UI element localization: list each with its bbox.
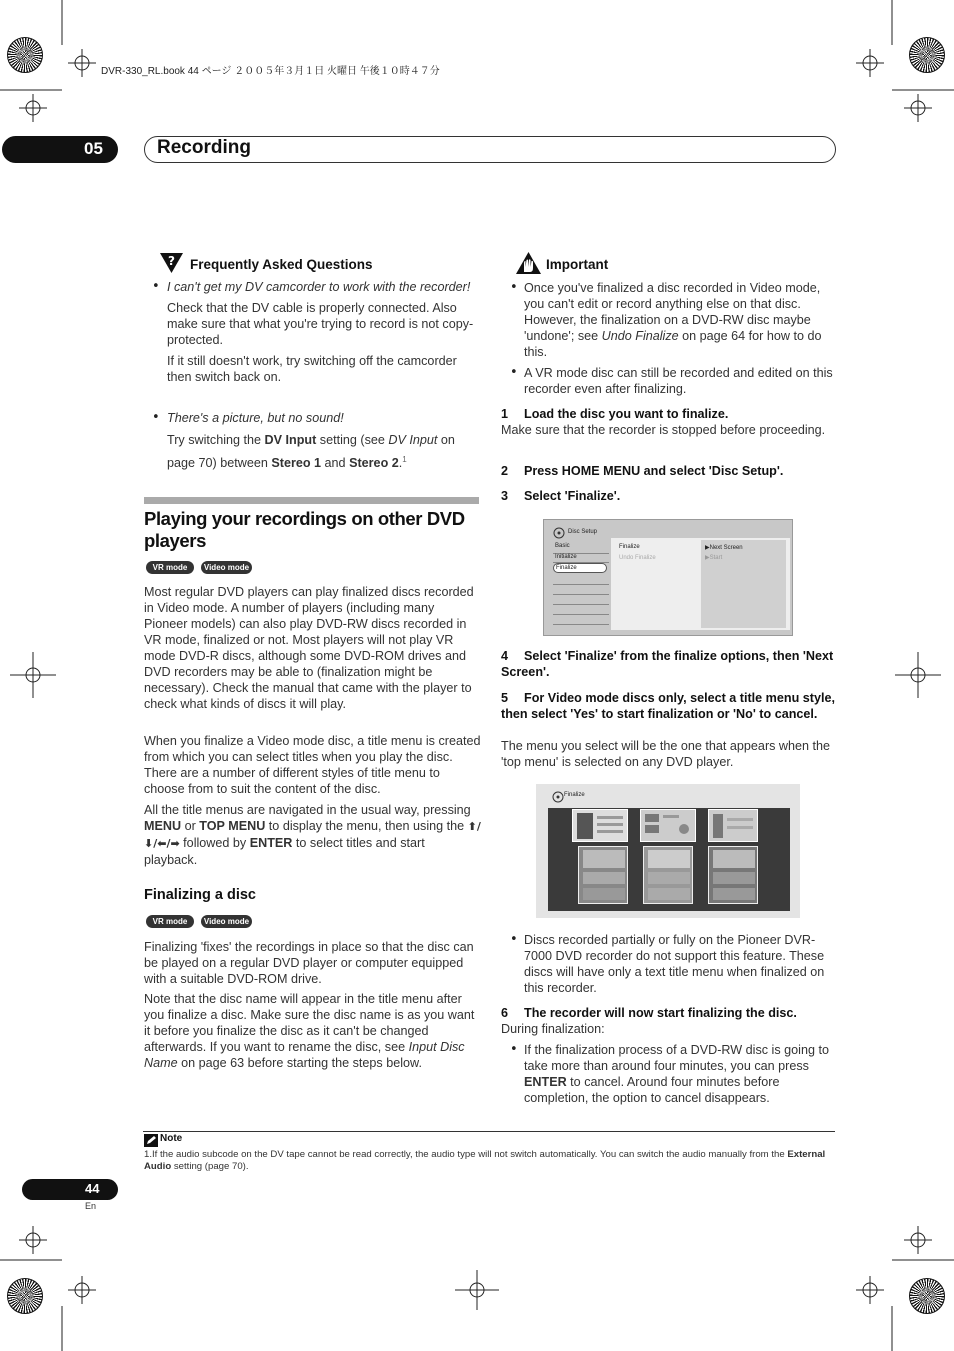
important-item-2: A VR mode disc can still be recorded and edited on this recorder even after finalizing. <box>524 366 833 396</box>
faq-answer-2: Try switching the DV Input setting (see DV Input on page 70) between Stereo 1 and Stereo 2.$^1$ <box>167 433 455 471</box>
important-icon <box>515 251 542 275</box>
menu-style-2[interactable] <box>640 809 696 842</box>
faq-bullet-1: • <box>152 279 160 294</box>
finalizing-paragraph-1: Finalizing 'fixes' the recordings in place so that the disc can be played on a regular DVD player or computer equipped with a suitable DVD-ROM drive. <box>144 940 474 986</box>
step-5: 5 For Video mode discs only, select a title menu style, then select 'Yes' to start finalization or 'No' to cancel. <box>501 691 835 721</box>
section-title: Playing your recordings on other DVD players <box>144 508 465 551</box>
step-6-note: If the finalization process of a DVD-RW disc is going to take more than around four minutes, you can press ENTER to cancel. Around four minutes before completion, the option to cancel disappears. <box>524 1043 829 1105</box>
option-finalize[interactable]: Finalize <box>619 544 640 550</box>
faq-heading: Frequently Asked Questions <box>190 257 373 272</box>
faq-question-2: There's a picture, but no sound! <box>167 411 344 425</box>
faq-icon <box>158 251 185 275</box>
menu-item-basic[interactable]: Basic <box>555 543 570 549</box>
action-next-screen[interactable]: ▶Next Screen <box>705 545 743 551</box>
finalizing-paragraph-2: Note that the disc name will appear in the title menu after you finalize a disc. Make sure the disc name is as you want it before you finalize the disc as it can't be changed afterwards. If you want to rename the disc, see Input Disc Name on page 63 before starting the steps below. <box>144 992 475 1070</box>
step-3: 3 Select 'Finalize'. <box>501 489 621 503</box>
menu-style-4[interactable] <box>578 846 628 904</box>
step-2: 2 Press HOME MENU and select 'Disc Setup'. <box>501 464 784 478</box>
important-bullet-1: • <box>510 280 518 295</box>
chapter-title: Recording <box>157 137 251 158</box>
note-text: 1.If the audio subcode on the DV tape cannot be read correctly, the audio type will not switch automatically. You can switch the audio manually from the External Audio setting (page 70). <box>144 1149 826 1172</box>
finalizing-heading: Finalizing a disc <box>144 887 256 903</box>
disc-setup-menu <box>553 543 609 631</box>
finalize-options-panel <box>611 538 790 630</box>
language-code: En <box>85 1201 97 1211</box>
step-6-body: During finalization: <box>501 1022 605 1036</box>
badge-vr-mode: VR mode <box>146 561 194 574</box>
step-6-bullet: • <box>510 1042 518 1057</box>
badge-video-mode: Video mode <box>201 561 252 574</box>
step-1: 1 Load the disc you want to finalize. <box>501 407 729 421</box>
finalize-styles-screenshot <box>536 784 800 918</box>
menu-item-finalize[interactable]: Finalize <box>553 563 607 573</box>
badge-video-mode-2: Video mode <box>201 915 252 928</box>
important-item-1: Once you've finalized a disc recorded in Video mode, you can't edit or record anything else on that disc. However, the finalization on a DVD-RW disc maybe 'undone'; see Undo Finalize on page 64 for how to do this. <box>524 281 822 359</box>
print-header: DVR-330_RL.book 44 ページ ２００５年３月１日 火曜日 午後１０時４７分 <box>101 66 440 77</box>
section-rule <box>144 497 479 504</box>
step-6: 6 The recorder will now start finalizing the disc. <box>501 1006 797 1020</box>
section-paragraph-2: When you finalize a Video mode disc, a title menu is created from which you can select titles when you play the disc. There are a number of different styles of title menu to choose from to suit the content of the disc. <box>144 734 481 796</box>
menu-style-3[interactable] <box>708 809 758 842</box>
faq-question-1: I can't get my DV camcorder to work with the recorder! <box>167 280 471 294</box>
disc-setup-icon <box>553 527 565 539</box>
menu-item-initialize[interactable]: Initialize <box>555 554 577 560</box>
faq-answer-1-p2: If it still doesn't work, try switching off the camcorder then switch back on. <box>167 354 457 384</box>
action-start[interactable]: ▶Start <box>705 555 723 561</box>
step-1-body: Make sure that the recorder is stopped before proceeding. <box>501 423 826 437</box>
important-bullet-2: • <box>510 365 518 380</box>
finalize-screen-title: Finalize <box>564 792 585 798</box>
step-4: 4 Select 'Finalize' from the finalize options, then 'Next Screen'. <box>501 649 834 679</box>
page-number-tab <box>22 1179 118 1200</box>
actions-panel <box>701 540 786 628</box>
footnote-ref: 1 <box>402 455 407 464</box>
menu-style-5[interactable] <box>643 846 693 904</box>
menu-style-1[interactable] <box>572 809 628 842</box>
option-undo-finalize[interactable]: Undo Finalize <box>619 555 656 561</box>
step-5-body: The menu you select will be the one that appears when the 'top menu' is selected on any DVD player. <box>501 739 831 769</box>
svg-text:?: ? <box>168 254 175 268</box>
section-paragraph-3: All the title menus are navigated in the usual way, pressing MENU or TOP MENU to display the menu, then using the ⬆/⬇/⬅/➡ followed by ENTER to select titles and start playback. <box>144 803 481 867</box>
step-5-note: Discs recorded partially or fully on the Pioneer DVR-7000 DVD recorder do not support this feature. These discs will have only a text title menu when finalized on this recorder. <box>524 933 825 995</box>
chapter-number: 05 <box>84 139 103 158</box>
finalize-icon <box>552 791 564 803</box>
page-number: 44 <box>85 1181 100 1196</box>
note-rule <box>143 1131 835 1132</box>
section-paragraph-1: Most regular DVD players can play finalized discs recorded in Video mode. A number of players (including many Pioneer models) can also play DVD-RW discs recorded in VR mode, finalized or not. Most players will not play VR mode DVD-R discs, although some DVD-ROM drives and DVD recorders may be able to (finalization might be necessary). Check the manual that came with the player to check what kinds of discs it will play. <box>144 585 474 711</box>
arrow-keys-icon: ⬆/⬇/⬅/➡ <box>144 820 481 850</box>
badge-vr-mode-2: VR mode <box>146 915 194 928</box>
note-pencil-icon <box>144 1134 158 1147</box>
important-heading: Important <box>546 257 609 272</box>
note-heading: Note <box>160 1133 183 1144</box>
step-5-bullet: • <box>510 932 518 947</box>
disc-setup-title: Disc Setup <box>568 529 598 535</box>
faq-answer-1-p1: Check that the DV cable is properly connected. Also make sure that what you're trying to record is not copy-protected. <box>167 301 474 347</box>
menu-style-6[interactable] <box>708 846 758 904</box>
faq-bullet-2: • <box>152 410 160 425</box>
disc-setup-screenshot <box>543 519 793 636</box>
